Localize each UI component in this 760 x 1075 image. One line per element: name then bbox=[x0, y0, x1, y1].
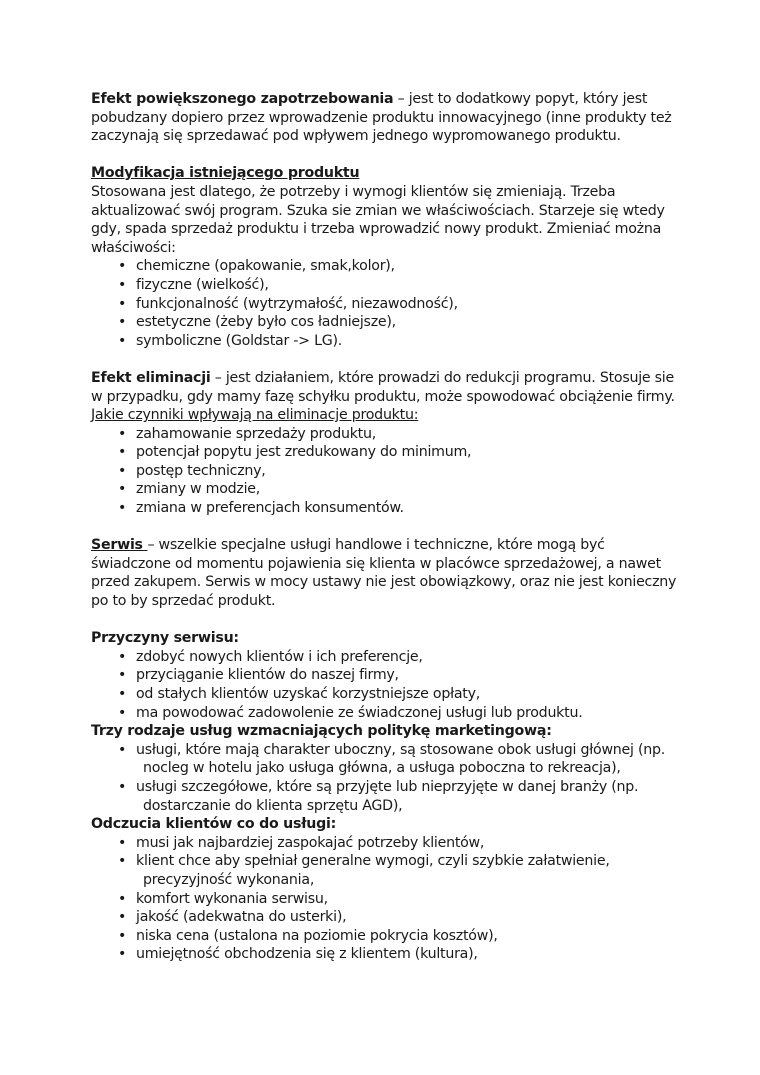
list-eliminacja bbox=[91, 425, 681, 518]
list-trzy-rodzaje bbox=[91, 741, 681, 815]
list-odczucia bbox=[91, 834, 681, 964]
list-item: • potencjał popytu jest zredukowany do minimum, bbox=[91, 443, 681, 462]
paragraph-eliminacja bbox=[91, 369, 681, 406]
list-item: • od stałych klientów uzyskać korzystniejsze opłaty, bbox=[91, 685, 681, 704]
list-item-line: usługi, które mają charakter uboczny, są stosowane obok usługi głównej (np. bbox=[136, 741, 666, 758]
list-item: • fizyczne (wielkość), bbox=[91, 276, 681, 295]
heading-modyfikacja: Modyfikacja istniejącego produktu bbox=[91, 165, 360, 182]
list-item-line: dostarczanie do klienta sprzętu AGD), bbox=[143, 797, 403, 814]
list-item: • zahamowanie sprzedaży produktu, bbox=[91, 425, 681, 444]
list-item bbox=[91, 834, 681, 853]
list-item-line: klient chce aby spełniał generalne wymogi, czyli szybkie załatwienie, bbox=[136, 853, 610, 870]
list-item: • zmiana w preferencjach konsumentów. bbox=[91, 499, 681, 518]
list-item: • zmiany w modzie, bbox=[91, 480, 681, 499]
list-item: • chemiczne (opakowanie, smak,kolor), bbox=[91, 257, 681, 276]
list-item bbox=[91, 908, 681, 927]
list-modyfikacja bbox=[91, 257, 681, 350]
list-item-line: musi jak najbardziej zaspokajać potrzeby klientów, bbox=[136, 834, 485, 851]
list-item bbox=[91, 927, 681, 946]
heading-odczucia: Odczucia klientów co do usługi: bbox=[91, 816, 337, 833]
list-item bbox=[91, 778, 681, 815]
text-modyfikacja: Stosowana jest dlatego, że potrzeby i wymogi klientów się zmieniają. Trzeba aktualizować swój program. Szuka sie zmian we właściwościach. Starzeje się wtedy gdy, spada sprzedaż produktu i trzeba wprowadzić nowy produkt. Zmieniać można właściwości: bbox=[91, 183, 665, 256]
list-item: • postęp techniczny, bbox=[91, 462, 681, 481]
heading-przyczyny: Przyczyny serwisu: bbox=[91, 630, 239, 647]
list-item-line: precyzyjność wykonania, bbox=[143, 871, 315, 888]
paragraph-serwis bbox=[91, 536, 681, 610]
text-serwis: – wszelkie specjalne usługi handlowe i techniczne, które mogą być świadczone od momentu pojawienia się klienta w placówce sprzedażowej, a nawet przed zakupem. Serwis w mocy ustawy nie jest obowiązkowy, oraz nie jest konieczny po to by sprzedać produkt. bbox=[91, 537, 677, 610]
list-przyczyny bbox=[91, 648, 681, 722]
list-item: • funkcjonalność (wytrzymałość, niezawodność), bbox=[91, 295, 681, 314]
list-item: • ma powodować zadowolenie ze świadczonej usługi lub produktu. bbox=[91, 704, 681, 723]
list-item: • symboliczne (Goldstar -> LG). bbox=[91, 332, 681, 351]
list-item bbox=[91, 741, 681, 778]
subheading-eliminacja: Jakie czynniki wpływają na eliminacje produktu: bbox=[91, 407, 419, 424]
term-eliminacja: Efekt eliminacji bbox=[91, 369, 211, 386]
list-item-line: niska cena (ustalona na poziomie pokrycia kosztów), bbox=[136, 927, 498, 944]
list-item: • zdobyć nowych klientów i ich preferencje, bbox=[91, 648, 681, 667]
list-item-line: usługi szczegółowe, które są przyjęte lub nieprzyjęte w danej branży (np. bbox=[136, 778, 639, 795]
text-efekt-powiekszonego: – jest to dodatkowy popyt, który jest pobudzany dopiero przez wprowadzenie produktu innowacyjnego (inne produkty też zaczynają się sprzedawać pod wpływem jednego wypromowanego produktu. bbox=[91, 91, 672, 145]
paragraph-efekt-powiekszonego bbox=[91, 90, 681, 146]
list-item: • przyciąganie klientów do naszej firmy, bbox=[91, 666, 681, 685]
text-eliminacja: – jest działaniem, które prowadzi do redukcji programu. Stosuje sie w przypadku, gdy mamy fazę schyłku produktu, może spowodować obciążenie firmy. bbox=[91, 369, 675, 405]
list-item-line: umiejętność obchodzenia się z klientem (kultura), bbox=[136, 946, 478, 963]
list-item bbox=[91, 945, 681, 964]
heading-trzy-rodzaje: Trzy rodzaje usług wzmacniających politykę marketingową: bbox=[91, 723, 552, 740]
document-page bbox=[91, 90, 681, 964]
list-item bbox=[91, 852, 681, 889]
list-item: • estetyczne (żeby było cos ładniejsze), bbox=[91, 313, 681, 332]
list-item-line: komfort wykonania serwisu, bbox=[136, 890, 328, 907]
list-item-line: jakość (adekwatna do usterki), bbox=[136, 909, 347, 926]
list-item-line: nocleg w hotelu jako usługa główna, a usługa poboczna to rekreacja), bbox=[143, 760, 621, 777]
term-efekt-powiekszonego: Efekt powiększonego zapotrzebowania bbox=[91, 91, 394, 107]
list-item bbox=[91, 890, 681, 909]
term-serwis: Serwis bbox=[91, 537, 148, 554]
